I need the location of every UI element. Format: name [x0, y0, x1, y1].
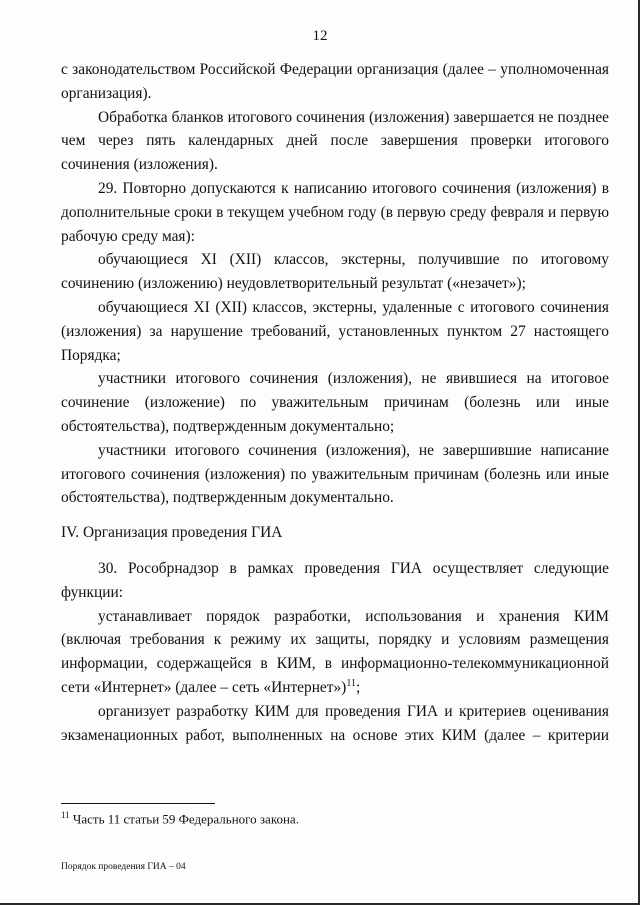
page-number: 12	[312, 28, 328, 44]
list-item: обучающиеся XI (XII) классов, экстерны, получившие по итоговому сочинению (изложению) неудовлетворительный результат («незачет»);	[61, 251, 609, 293]
footnote-number: 11	[61, 810, 70, 820]
list-item	[61, 605, 609, 700]
footnote-reference[interactable]: 11	[346, 677, 356, 689]
list-item: обучающиеся XI (XII) классов, экстерны, удаленные с итогового сочинения (изложения) за нарушение требований, установленных пунктом 27 настоящего Порядка;	[61, 298, 609, 364]
section-heading: IV. Организация проведения ГИА	[61, 524, 283, 542]
paragraph: 30. Рособрнадзор в рамках проведения ГИА осуществляет следующие функции:	[61, 559, 609, 601]
list-item-text: устанавливает порядок разработки, использования и хранения КИМ (включая требования к режиму их защиты, порядку и условиям размещения информации, содержащейся в КИМ, в информационно-телекоммуникационной сети «Интернет» (далее – сеть «Интернет»)	[61, 607, 609, 696]
paragraph: 29. Повторно допускаются к написанию итогового сочинения (изложения) в дополнительные сроки в текущем учебном году (в первую среду февраля и первую рабочую среду мая):	[61, 179, 609, 245]
paragraph: Обработка бланков итогового сочинения (изложения) завершается не позднее чем через пять календарных дней после завершения проверки итогового сочинения (изложения).	[61, 108, 609, 174]
footnote	[61, 810, 609, 827]
footer-label: Порядок проведения ГИА – 04	[61, 862, 186, 872]
footnote-text: Часть 11 статьи 59 Федерального закона.	[72, 811, 299, 827]
list-item: организует разработку КИМ для проведения ГИА и критериев оценивания экзаменационных работ, выполненных на основе этих КИМ (далее – критерии	[61, 702, 609, 744]
document-body	[61, 58, 609, 747]
footnote-divider	[61, 803, 215, 804]
list-item: участники итогового сочинения (изложения), не явившиеся на итоговое сочинение (изложение) по уважительным причинам (болезнь или иные обстоятельства), подтвержденным документально;	[61, 370, 609, 435]
list-item-punctuation: ;	[355, 678, 361, 696]
list-item: участники итогового сочинения (изложения), не завершившие написание итогового сочинения (изложения) по уважительным причинам (болезнь или иные обстоятельства), подтвержденным документально.	[61, 441, 609, 507]
paragraph: с законодательством Российской Федерации организация (далее – уполномоченная организация).	[61, 61, 609, 102]
